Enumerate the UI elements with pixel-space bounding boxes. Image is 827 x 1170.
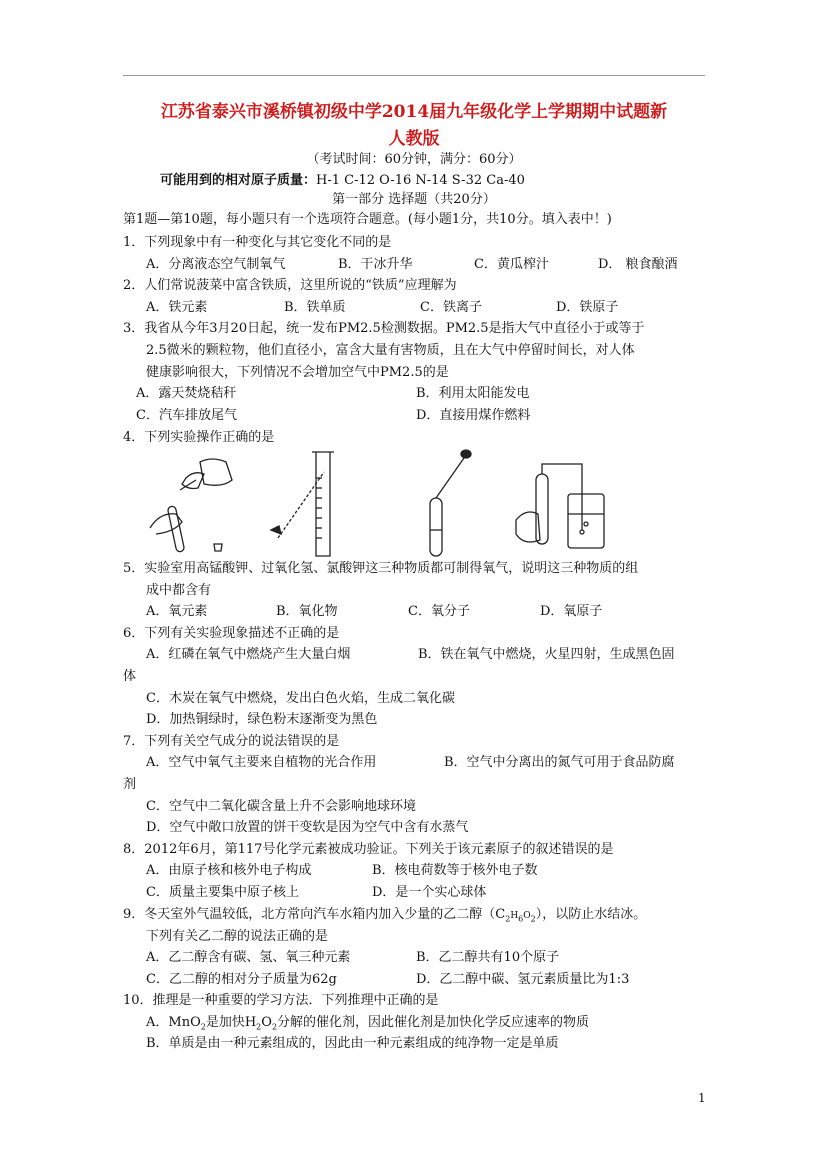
atomic-mass-line [160, 174, 525, 187]
q1-option-a: A．分离液态空气制氧气 [146, 257, 286, 272]
q8-option-b: B．核电荷数等于核外电子数 [372, 863, 538, 878]
figure-pouring-liquid [150, 459, 232, 552]
q3-stem-line2: 2.5微米的颗粒物，他们直径小，富含大量有害物质，且在大气中停留时间长，对人体 [146, 343, 635, 358]
q7-option-d: D．空气中敞口放置的饼干变软是因为空气中含有水蒸气 [146, 820, 469, 835]
q7-option-a: A．空气中氧气主要来自植物的光合作用 [146, 755, 377, 770]
q2-option-c: C．铁离子 [420, 300, 482, 315]
q2-option-b: B．铁单质 [284, 300, 346, 315]
section-title: 第一部分 选择题（共20分） [332, 192, 496, 207]
instructions: 第1题—第10题，每小题只有一个选项符合题意。(每小题1分，共10分。填入表中！) [123, 212, 612, 227]
q6-option-b: B．铁在氧气中燃烧，火星四射，生成黑色固 [418, 647, 675, 662]
q2-option-d: D．铁原子 [556, 300, 619, 315]
exam-info: （考试时间：60分钟，满分：60分） [306, 152, 522, 167]
q6-option-d: D．加热铜绿时，绿色粉末逐渐变为黑色 [146, 712, 378, 727]
q8-stem: 8．2012年6月，第117号化学元素被成功验证。下列关于该元素原子的叙述错误的是 [123, 842, 614, 857]
q2-option-a: A．铁元素 [146, 300, 208, 315]
q6-option-b-cont: 体 [123, 669, 137, 684]
q3-option-d: D．直接用煤作燃料 [416, 408, 531, 423]
q5-stem-line2: 成中都含有 [146, 583, 212, 598]
q9-option-c: C．乙二醇的相对分子质量为62g [146, 972, 337, 987]
q9-stem-line1: 9．冬天室外气温较低，北方常向汽车水箱内加入少量的乙二醇$(C_2H_6O_2)$，以防止水结冰。 [123, 907, 647, 924]
q1-option-d: D． 粮食酿酒 [598, 257, 678, 272]
q1-option-c: C．黄瓜榨汁 [474, 257, 549, 272]
q3-option-a: A．露天焚烧秸秆 [136, 386, 237, 401]
q6-option-c: C．木炭在氧气中燃烧，发出白色火焰，生成二氧化碳 [146, 691, 455, 706]
q7-stem: 7．下列有关空气成分的说法错误的是 [123, 734, 340, 749]
q9-option-d: D．乙二醇中碳、氢元素质量比为1:3 [416, 972, 630, 987]
atomic-mass-values: H-1 C-12 O-16 N-14 S-32 Ca-40 [316, 173, 525, 188]
figure-graduated-cylinder [271, 452, 334, 556]
q8-option-a: A．由原子核和核外电子构成 [146, 863, 312, 878]
q1-stem: 1．下列现象中有一种变化与其它变化不同的是 [123, 235, 392, 250]
q10-option-a: A．MnO$_2$是加快$H_2O_2$分解的催化剂，因此催化剂是加快化学反应速率的物质 [146, 1015, 590, 1032]
q3-stem-line3: 健康影响很大，下列情况不会增加空气中PM2.5的是 [146, 365, 449, 380]
figure-dropper [430, 450, 471, 556]
q10-stem: 10．推理是一种重要的学习方法．下列推理中正确的是 [123, 993, 439, 1008]
doc-title-line1: 江苏省泰兴市溪桥镇初级中学2014届九年级化学上学期期中试题新 [160, 102, 668, 122]
q7-option-b-cont: 剂 [123, 777, 137, 792]
q3-option-b: B．利用太阳能发电 [416, 386, 530, 401]
q10-option-b: B．单质是由一种元素组成的，因此由一种元素组成的纯净物一定是单质 [146, 1036, 559, 1051]
q4-stem: 4．下列实验操作正确的是 [123, 430, 275, 445]
q9-stem-line2: 下列有关乙二醇的说法正确的是 [146, 929, 329, 944]
q8-option-c: C．质量主要集中原子核上 [146, 885, 299, 900]
header-rule [123, 75, 705, 76]
q5-stem-line1: 5．实验室用高锰酸钾、过氧化氢、氯酸钾这三种物质都可制得氧气，说明这三种物质的组 [123, 561, 639, 576]
q7-option-b: B．空气中分离出的氮气可用于食品防腐 [444, 755, 675, 770]
q1-option-b: B．干冰升华 [338, 257, 413, 272]
q3-stem-line1: 3．我省从今年3月20日起，统一发布PM2.5检测数据。PM2.5是指大气中直径小于或等于 [123, 321, 645, 336]
q8-option-d: D．是一个实心球体 [372, 885, 487, 900]
q5-option-a: A．氧元素 [146, 604, 208, 619]
q4-experiment-figures [138, 448, 608, 560]
q2-stem: 2．人们常说菠菜中富含铁质，这里所说的“铁质”应理解为 [123, 278, 457, 293]
q3-option-c: C．汽车排放尾气 [136, 408, 237, 423]
q6-option-a: A．红磷在氧气中燃烧产生大量白烟 [146, 647, 351, 662]
figure-airtightness-check [516, 464, 604, 548]
atomic-mass-label: 可能用到的相对原子质量： [160, 173, 317, 188]
q5-option-d: D．氧原子 [540, 604, 603, 619]
doc-title-line2: 人教版 [388, 129, 440, 149]
q5-option-c: C．氧分子 [408, 604, 470, 619]
page-number: 1 [698, 1091, 706, 1105]
q5-option-b: B．氧化物 [276, 604, 338, 619]
q9-option-a: A．乙二醇含有碳、氢、氧三种元素 [146, 950, 351, 965]
q7-option-c: C．空气中二氧化碳含量上升不会影响地球环境 [146, 799, 416, 814]
q6-stem: 6．下列有关实验现象描述不正确的是 [123, 626, 340, 641]
q9-option-b: B．乙二醇共有10个原子 [416, 950, 560, 965]
